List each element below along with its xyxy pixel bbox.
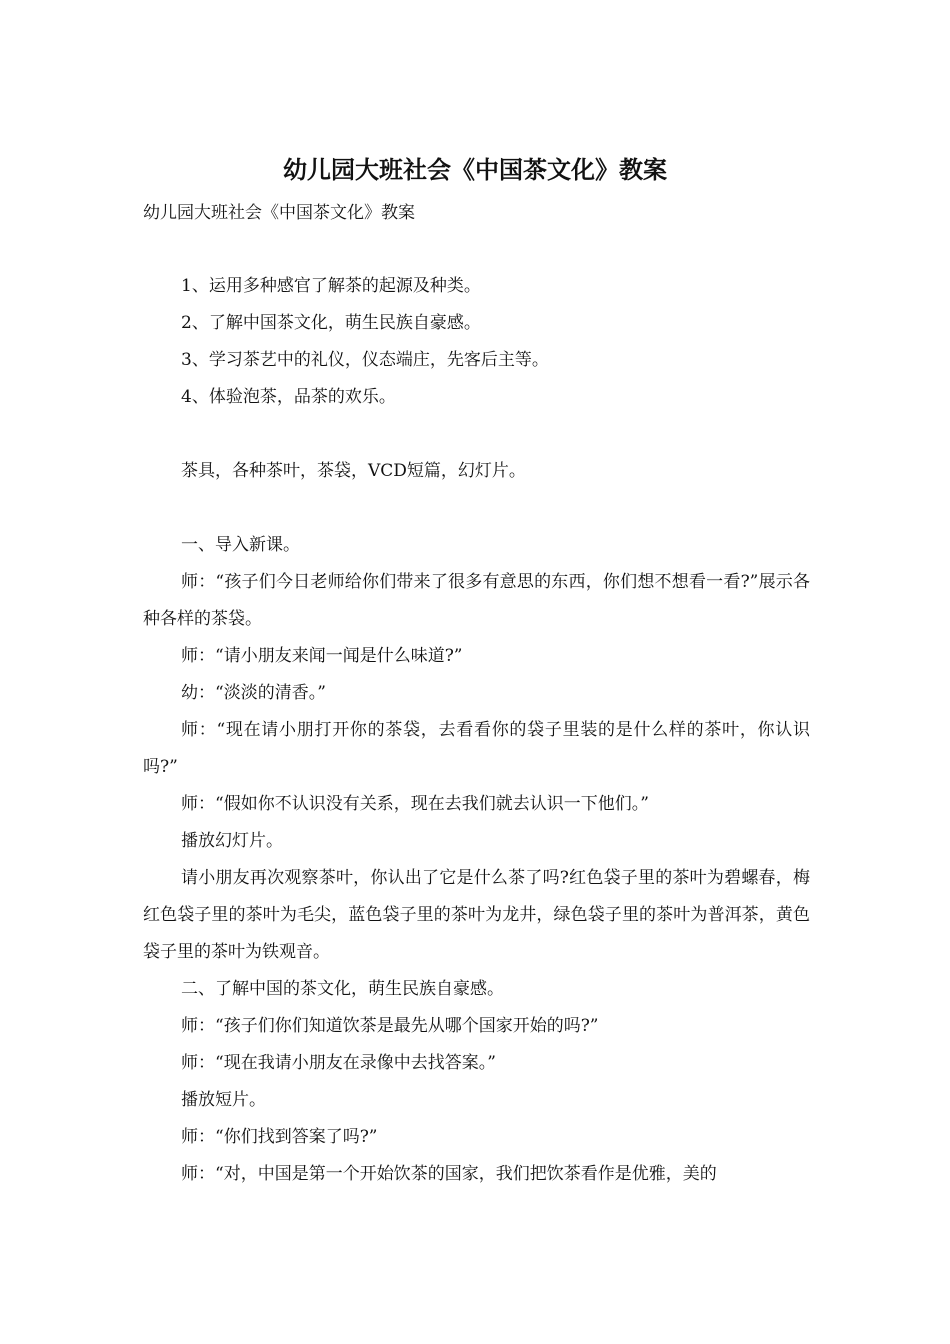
document-body: [143, 268, 810, 1193]
goal-item: 3、学习茶艺中的礼仪，仪态端庄，先客后主等。: [181, 350, 549, 370]
process-paragraph: 请小朋友再次观察茶叶，你认出了它是什么茶了吗?红色袋子里的茶叶为碧螺春，梅红色袋子里的茶叶为毛尖，蓝色袋子里的茶叶为龙井，绿色袋子里的茶叶为普洱茶，黄色袋子里的茶叶为铁观音。: [143, 868, 810, 962]
goal-item: 4、体验泡茶，品茶的欢乐。: [181, 387, 396, 407]
process-paragraph: 师：“现在我请小朋友在录像中去找答案。”: [181, 1053, 496, 1073]
paragraph-gap: [143, 490, 810, 527]
paragraph-gap: [143, 416, 810, 453]
goal-item: 2、了解中国茶文化，萌生民族自豪感。: [181, 313, 481, 333]
process-paragraph: 幼：“淡淡的清香。”: [181, 683, 326, 703]
document-title: 幼儿园大班社会《中国茶文化》教案: [283, 155, 667, 184]
process-paragraph: 师：“孩子们今日老师给你们带来了很多有意思的东西，你们想不想看一看?”展示各种各样的茶袋。: [143, 572, 810, 629]
process-paragraph: 师：“假如你不认识没有关系，现在去我们就去认识一下他们。”: [181, 794, 649, 814]
goal-item: 1、运用多种感官了解茶的起源及种类。: [181, 276, 481, 296]
process-paragraph: 师：“你们找到答案了吗?”: [181, 1127, 378, 1147]
process-paragraph: 师：“孩子们你们知道饮茶是最先从哪个国家开始的吗?”: [181, 1016, 599, 1036]
process-paragraph: 播放短片。: [181, 1090, 266, 1110]
process-paragraph: 一、导入新课。: [181, 535, 300, 555]
process-paragraph: 师：“请小朋友来闻一闻是什么味道?”: [181, 646, 463, 666]
process-paragraph: 二、了解中国的茶文化，萌生民族自豪感。: [181, 979, 504, 999]
process-paragraph: 师：“现在请小朋打开你的茶袋，去看看你的袋子里装的是什么样的茶叶，你认识吗?”: [143, 720, 810, 777]
materials-paragraph: 茶具，各种茶叶，茶袋，VCD短篇，幻灯片。: [181, 461, 526, 481]
process-paragraph: 师：“对，中国是第一个开始饮茶的国家，我们把饮茶看作是优雅，美的: [181, 1164, 717, 1184]
process-paragraph: 播放幻灯片。: [181, 831, 283, 851]
document-subtitle: 幼儿园大班社会《中国茶文化》教案: [143, 203, 415, 223]
